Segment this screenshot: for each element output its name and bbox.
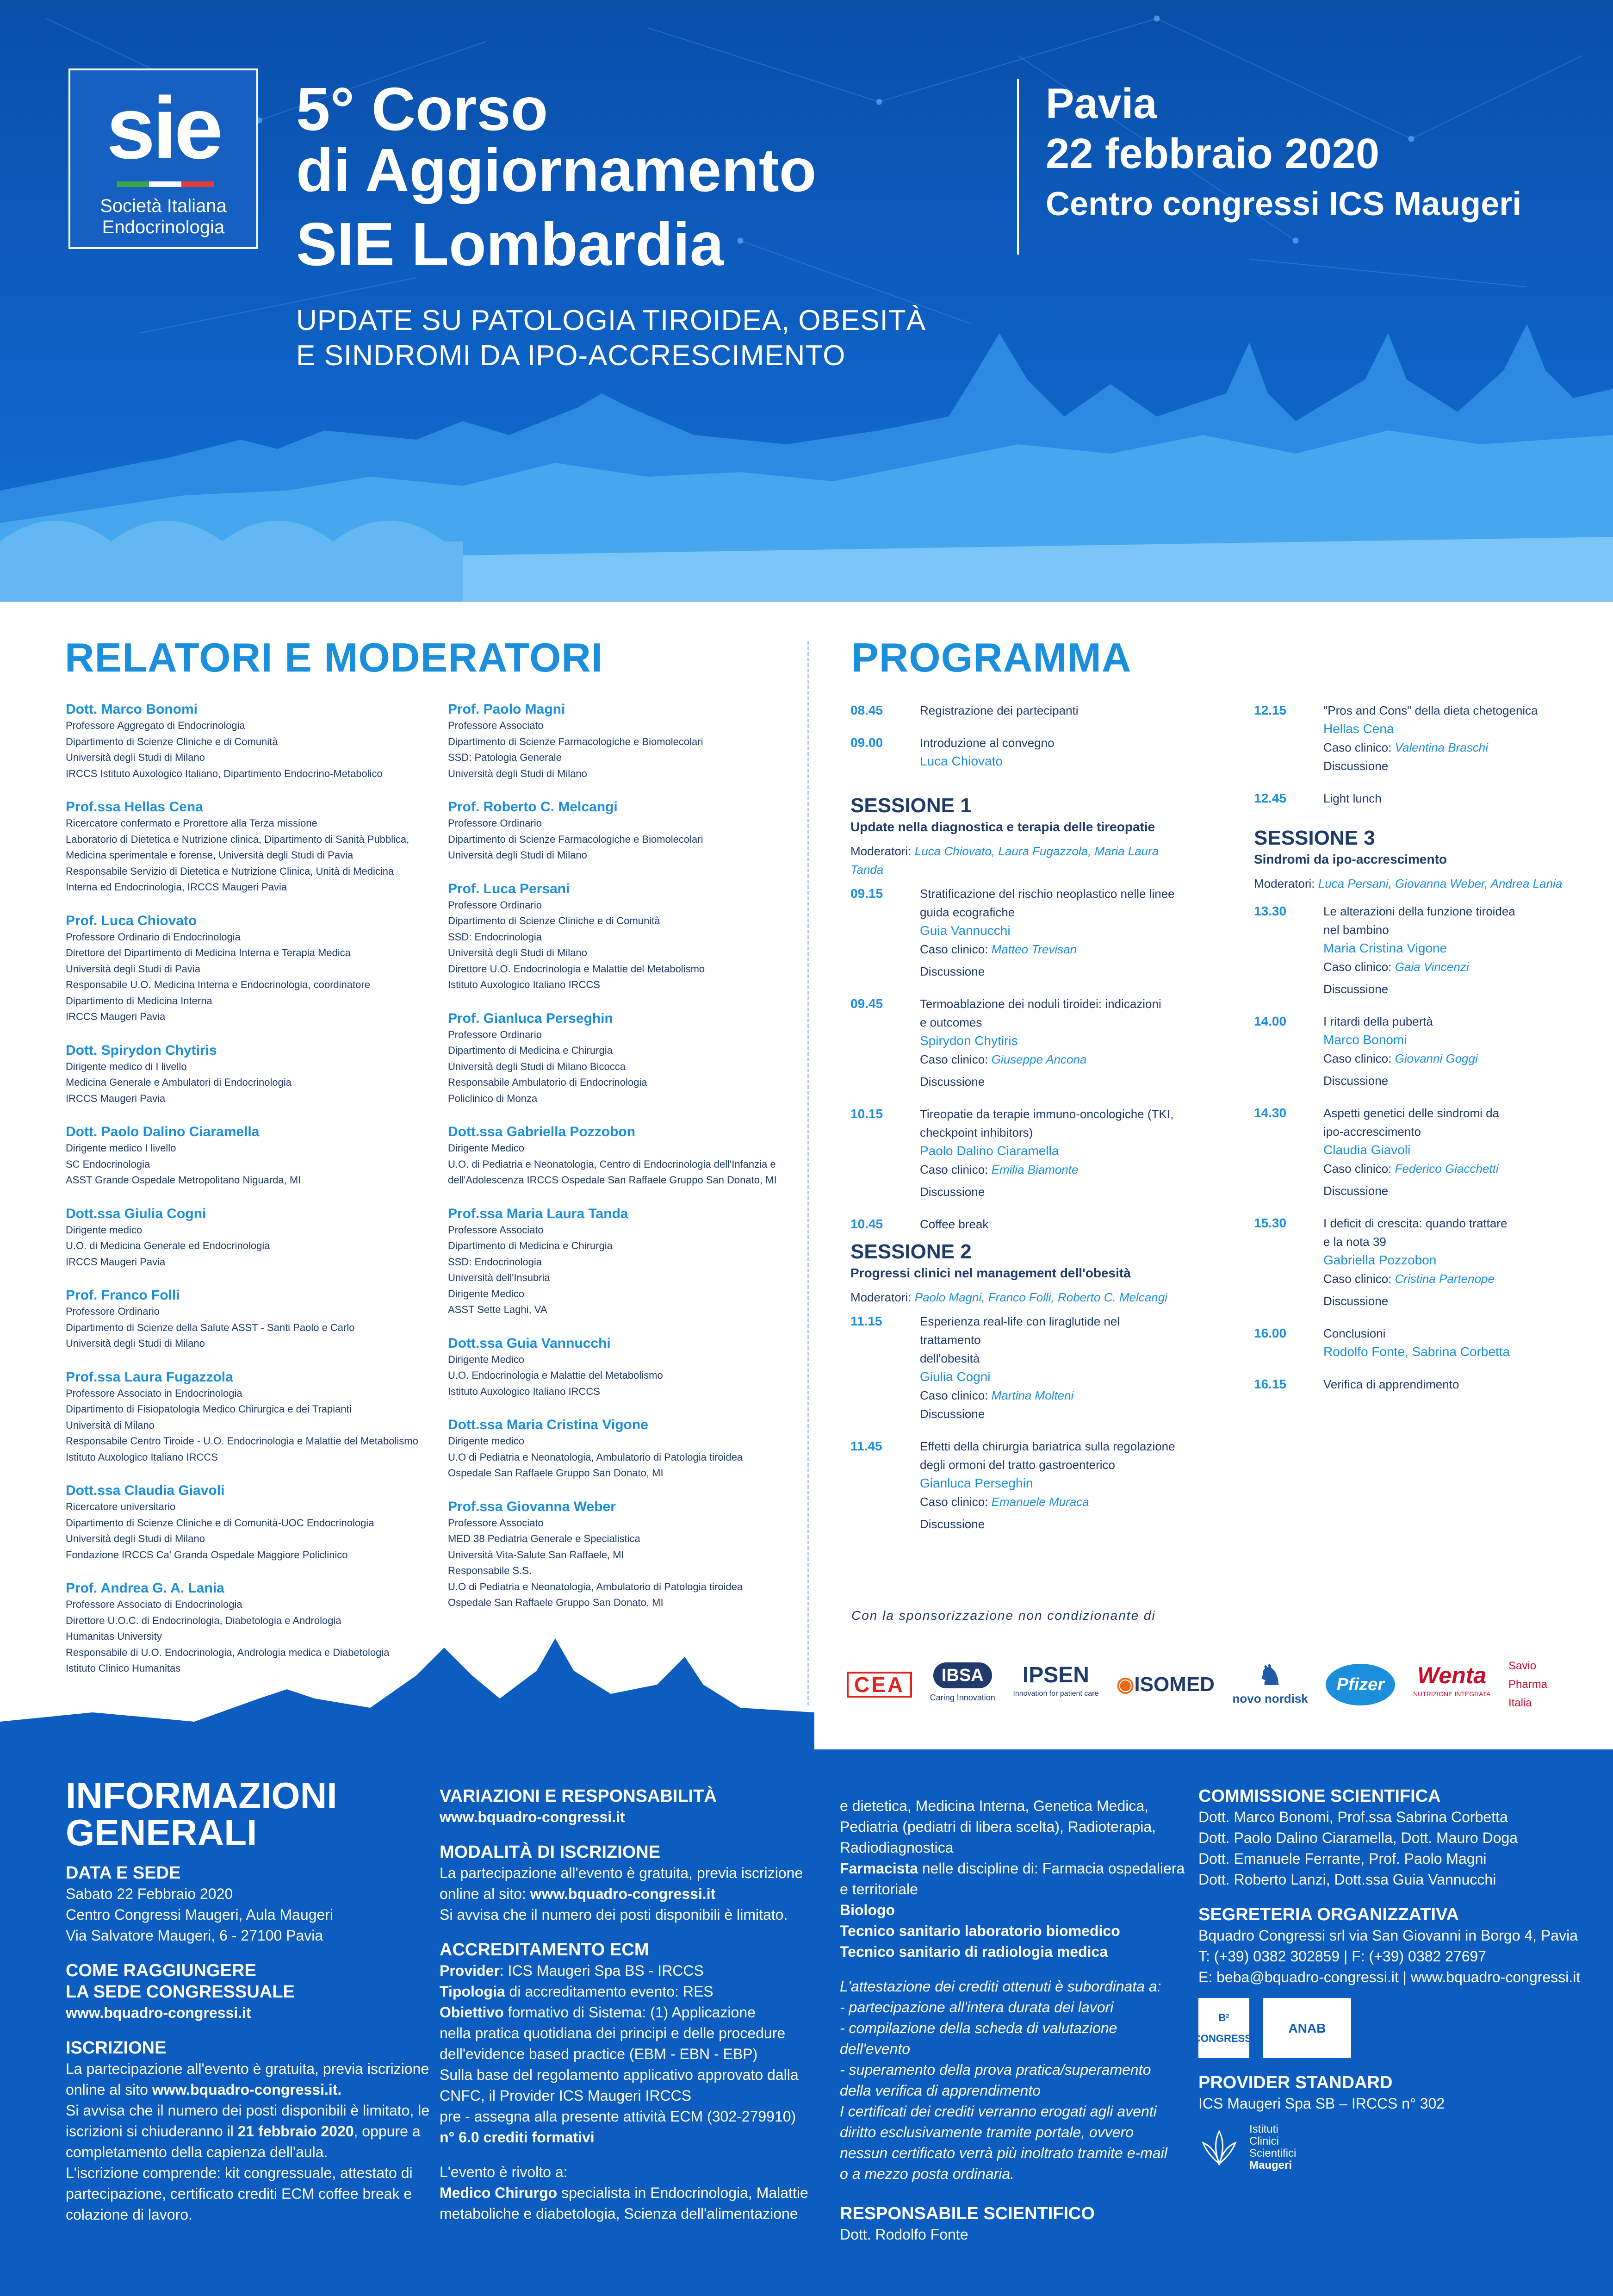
speaker-name: Dott. Marco Bonomi xyxy=(66,702,198,717)
speaker-affiliation: Dipartimento di Fisiopatologia Medico Chirurgica e dei Trapianti xyxy=(66,1403,352,1415)
speaker-affiliation: Università degli Studi di Milano xyxy=(448,849,587,861)
sponsor-ipsen-logo: IPSEN Innovation for patient care xyxy=(1013,1663,1099,1698)
program-item: 12.15 "Pros and Cons" della dieta chetogenica Hellas Cena Caso clinico: Valentina Braschi Discussione xyxy=(1254,703,1538,773)
speaker-affiliation: Dirigente Medico xyxy=(448,1142,525,1154)
speaker-name: Prof. Franco Folli xyxy=(66,1288,180,1303)
speaker-name: Prof. Roberto C. Melcangi xyxy=(448,799,618,815)
speaker-affiliation: Dipartimento di Scienze Cliniche e di Comunità-UOC Endocrinologia xyxy=(66,1517,374,1529)
certification-badges xyxy=(1193,1998,1587,2058)
speaker-name: Dott.ssa Maria Cristina Vigone xyxy=(448,1417,648,1432)
speaker-affiliation: Dirigente medico I livello xyxy=(66,1142,176,1154)
sponsor-caption: Con la sponsorizzazione non condizionante di xyxy=(851,1608,1156,1623)
speaker-entry xyxy=(66,1369,436,1466)
program-column-1 xyxy=(850,701,1184,1533)
speaker-affiliation: ASST Sette Laghi, VA xyxy=(448,1304,547,1315)
speaker-affiliation: Dirigente medico xyxy=(66,1224,143,1236)
speaker-entry xyxy=(448,1124,818,1188)
speaker-affiliation: Dipartimento di Scienze Farmacologiche e Biomolecolari xyxy=(448,833,703,845)
speaker-affiliation: IRCCS Maugeri Pavia xyxy=(66,1011,166,1022)
speaker-affiliation: Dipartimento di Scienze Cliniche e di Comunità xyxy=(448,915,660,927)
bquadro-logo: B² CONGRESSI xyxy=(1198,1998,1249,2058)
speaker-name: Dott.ssa Giulia Cogni xyxy=(66,1206,206,1221)
program-item: 09.45 Termoablazione dei noduli tiroidei: indicazioni e outcomes Spirydon Chytiris Caso clinico: Giuseppe Ancona Discussione xyxy=(850,996,1161,1089)
speaker-affiliation: IRCCS Maugeri Pavia xyxy=(66,1092,166,1104)
speaker-affiliation: Fondazione IRCCS Ca' Granda Ospedale Maggiore Policlinico xyxy=(66,1549,348,1561)
small-skyline-illustration xyxy=(0,1629,814,1749)
speaker-affiliation: Responsabile di U.O. Endocrinologia, Andrologia medica e Diabetologia xyxy=(66,1646,390,1658)
relatori-title: RELATORI E MODERATORI xyxy=(65,635,603,680)
logo-mark: sie xyxy=(106,79,221,177)
anab-certification-logo: ANAB xyxy=(1263,1998,1351,2058)
speaker-affiliation: Università degli Studi di Milano xyxy=(448,947,587,958)
speaker-affiliation: Humanitas University xyxy=(66,1630,162,1642)
programma-title: PROGRAMMA xyxy=(851,635,1132,680)
speaker-affiliation: Medicina Generale e Ambulatori di Endocrinologia xyxy=(66,1076,292,1088)
speaker-affiliation: Direttore del Dipartimento di Medicina Interna e Terapia Medica xyxy=(66,947,351,958)
info-title: INFORMAZIONI GENERALI xyxy=(66,1775,337,1853)
speaker-affiliation: Università degli Studi di Milano xyxy=(66,1338,205,1349)
speaker-affiliation: Professore Ordinario xyxy=(448,899,542,911)
speaker-affiliation: SSD: Endocrinologia xyxy=(448,1256,542,1268)
speaker-entry xyxy=(66,1482,436,1563)
sponsor-pfizer-logo: Pfizer xyxy=(1326,1664,1395,1705)
speaker-name: Prof.ssa Laura Fugazzola xyxy=(66,1369,233,1385)
footer-column-3: e dietetica, Medicina Interna, Genetica Medica, Pediatria (pediatri di libera scelta), Radioterapia, Radiodiagnostica Farmacista nelle discipline di: Farmacia ospedaliera e territoriale Biologo Tecnico sanitario laboratorio biomedico Tecnico sanitario di radiologia medica L'attestazione dei crediti ottenuti è subordinata a: - partecipazione all'intera durata dei lavori - compilazione della scheda di valutazione dell'evento - superamento della prova pratica/superamento della verifica di apprendimento I certificati dei crediti verranno erogati agli aventi diritto esclusivamente tramite portale, ovvero nessun certificato verrà più inoltrato tramite e-mail o a mezzo posta ordinaria. RESPONSABILE SCIENTIFICO Dott. Rodolfo Fonte xyxy=(840,1796,1191,2245)
speaker-affiliation: Professore Associato xyxy=(448,720,544,731)
sponsor-wenta-logo: Wenta NUTRIZIONE INTEGRATA xyxy=(1413,1662,1491,1698)
program-item: 10.15 Tireopatie da terapie immuno-oncologiche (TKI, checkpoint inhibitors) Paolo Dalino Ciaramella Caso clinico: Emilia Biamonte Discussione xyxy=(850,1107,1174,1199)
session-2: SESSIONE 2 Progressi clinici nel management dell'obesità Moderatori: Paolo Magni, Franco Folli, Roberto C. Melcangi xyxy=(850,1240,1167,1304)
iscrizione-text: La partecipazione all'evento è gratuita, previa iscrizione online al sito www.bquadro-congressi.it. Si avvisa che il numero dei posti disponibili è limitato, le iscrizioni si chiuderanno il 21 febbraio 2020, oppure a completamento della capienza dell'aula. L'iscrizione comprende: kit congressuale, attestato di partecipazione, certificato crediti ECM coffee break e colazione di lavoro. xyxy=(66,2060,430,2223)
italian-flag-icon xyxy=(117,181,214,187)
speaker-affiliation: Dirigente Medico xyxy=(448,1353,525,1365)
speaker-affiliation: Professore Associato xyxy=(448,1224,544,1236)
speaker-affiliation: Ricercatore confermato e Prorettore alla Terza missione xyxy=(66,817,317,829)
program-item: 14.30 Aspetti genetici delle sindromi da ipo-accrescimento Claudia Giavoli Caso clinico: Federico Giacchetti Discussione xyxy=(1254,1106,1500,1198)
website-link[interactable]: www.bquadro-congressi.it xyxy=(66,2004,251,2021)
program-item: 10.45 Coffee break xyxy=(850,1217,989,1231)
program-item: 09.00 Introduzione al convegno Luca Chiovato xyxy=(850,735,1055,768)
speaker-affiliation: Dirigente medico xyxy=(448,1435,525,1447)
ics-maugeri-logo: Istituti Clinici Scientifici Maugeri xyxy=(1198,2123,1587,2172)
speaker-affiliation: Dipartimento di Medicina e Chirurgia xyxy=(448,1045,613,1056)
speaker-affiliation: IRCCS Maugeri Pavia xyxy=(66,1256,166,1268)
speaker-affiliation: Istituto Clinico Humanitas xyxy=(66,1662,181,1674)
course-subtitle: UPDATE SU PATOLOGIA TIROIDEA, OBESITÀ E SINDROMI DA IPO-ACCRESCIMENTO xyxy=(296,305,926,372)
footer-column-1: INFORMAZIONI GENERALI DATA E SEDE Sabato 22 Febbraio 2020 Centro Congressi Maugeri, Aula Maugeri Via Salvatore Maugeri, 6 - 27100 Pavia COME RAGGIUNGERE LA SEDE CONGRESSUALE www.bquadro-congressi.it ISCRIZIONE La partecipazione all'evento è gratuita, previa iscrizione online al sito www.bquadro-congressi.it. Si avvisa che il numero dei posti disponibili è limitato, le iscrizioni si chiuderanno il 21 febbraio 2020, oppure a completamento della capienza dell'aula. L'iscrizione comprende: kit congressuale, attestato di partecipazione, certificato crediti ECM coffee break e colazione di lavoro. xyxy=(66,1777,445,2225)
speaker-affiliation: Responsabile S.S. xyxy=(448,1565,532,1576)
speaker-affiliation: dell'Adolescenza IRCCS Ospedale San Raffaele Gruppo San Donato, MI xyxy=(448,1174,777,1186)
speaker-name: Dott. Paolo Dalino Ciaramella xyxy=(66,1124,260,1139)
program-column-2 xyxy=(1254,701,1578,1394)
logo-text: Società Italiana Endocrinologia xyxy=(100,196,227,237)
speaker-entry xyxy=(66,1124,436,1188)
speaker-affiliation: Ricercatore universitario xyxy=(66,1501,176,1512)
speaker-entry xyxy=(66,1287,436,1352)
program-item: 08.45 Registrazione dei partecipanti xyxy=(850,703,1079,717)
speaker-affiliation: Policlinico di Monza xyxy=(448,1092,538,1104)
speaker-affiliation: Interna ed Endocrinologia, IRCCS Maugeri Pavia xyxy=(66,881,287,893)
speaker-affiliation: Responsabile Ambulatorio di Endocrinologia xyxy=(448,1076,647,1088)
footer-column-4: COMMISSIONE SCIENTIFICA Dott. Marco Bonomi, Prof.ssa Sabrina Corbetta Dott. Paolo Dalino Ciaramella, Dott. Mauro Doga Dott. Emanuele Ferrante, Prof. Paolo Magni Dott. Roberto Lanzi, Dott.ssa Guia Vannucchi SEGRETERIA ORGANIZZATIVA Bquadro Congressi srl via San Giovanni in Borgo 4, Pavia T: (+39) 0382 302859 | F: (+39) 0382 27697 E: beba@bquadro-congressi.it | www.bquadro-congressi.it B² CONGRESSI ANAB PROVIDER STANDARD ICS Maugeri Spa SB – IRCCS n° 302 Istituti Clinici Scientifici Maugeri xyxy=(1198,1777,1587,2172)
speaker-affiliation: Dipartimento di Medicina e Chirurgia xyxy=(448,1240,613,1251)
speaker-entry xyxy=(448,1335,818,1400)
speaker-name: Prof. Luca Chiovato xyxy=(66,913,197,928)
header-divider xyxy=(1017,79,1019,255)
speaker-entry xyxy=(66,1206,436,1270)
event-date-place: Pavia 22 febbraio 2020 xyxy=(1046,80,1380,177)
speaker-entry xyxy=(66,701,436,782)
speaker-affiliation: Professore Ordinario xyxy=(448,817,542,829)
speaker-affiliation: U.O. di Pediatria e Neonatologia, Centro di Endocrinologia dell'Infanzia e xyxy=(448,1158,776,1170)
speaker-entry xyxy=(448,1010,818,1107)
program-item: 15.30 I deficit di crescita: quando trattare e la nota 39 Gabriella Pozzobon Caso clinico: Cristina Partenope Discussione xyxy=(1254,1216,1508,1308)
speaker-entry xyxy=(448,881,818,993)
speaker-affiliation: SC Endocrinologia xyxy=(66,1158,150,1170)
sponsor-ibsa-logo: IBSA Caring Innovation xyxy=(930,1662,995,1707)
speaker-affiliation: Università di Milano xyxy=(66,1419,155,1431)
speaker-affiliation: Ospedale San Raffaele Gruppo San Donato, MI xyxy=(448,1597,664,1608)
speakers-column-b xyxy=(448,701,818,1628)
speaker-affiliation: MED 38 Pediatria Generale e Specialistica xyxy=(448,1533,640,1544)
speaker-affiliation: Dipartimento di Scienze della Salute ASST - Santi Paolo e Carlo xyxy=(66,1321,355,1333)
speaker-affiliation: U.O. di Medicina Generale ed Endocrinologia xyxy=(66,1240,270,1251)
speakers-column-a xyxy=(66,701,436,1694)
session-1: SESSIONE 1 Update nella diagnostica e terapia delle tireopatie Moderatori: Luca Chiovato, Laura Fugazzola, Maria Laura Tanda xyxy=(850,794,1159,877)
speaker-entry xyxy=(448,701,818,782)
speaker-name: Prof. Paolo Magni xyxy=(448,702,565,717)
speaker-entry xyxy=(448,1499,818,1611)
program-item: 14.00 I ritardi della pubertà Marco Bonomi Caso clinico: Giovanni Goggi Discussione xyxy=(1254,1014,1478,1088)
footer-column-2: VARIAZIONI E RESPONSABILITÀ www.bquadro-congressi.it MODALITÀ DI ISCRIZIONE La partecipazione all'evento è gratuita, previa iscrizione online al sito: www.bquadro-congressi.it Si avvisa che il numero dei posti disponibili è limitato. ACCREDITAMENTO ECM Provider: ICS Maugeri Spa BS - IRCCS Tipologia di accreditamento evento: RES Obiettivo formativo di Sistema: (1) Applicazione nella pratica quotidiana dei principi e delle procedure dell'evidence based practice (EBM - EBN - EBP) Sulla base del regolamento applicativo approvato dalla CNFC, il Provider ICS Maugeri IRCCS pre - assegna alla presente attività ECM (302-279910) n° 6.0 crediti formativi L'evento è rivolto a: Medico Chirurgo specialista in Endocrinologia, Malattie metaboliche e diabetologia, Scienza dell'alimentazione xyxy=(440,1777,819,2224)
program-item: 11.45 Effetti della chirurgia bariatrica sulla regolazione degli ormoni del tratto gastroenterico Gianluca Perseghin Caso clinico: Emanuele Muraca Discussione xyxy=(850,1439,1175,1531)
speaker-affiliation: SSD: Patologia Generale xyxy=(448,752,562,763)
speaker-affiliation: Istituto Auxologico Italiano IRCCS xyxy=(448,1385,600,1397)
speaker-name: Prof.ssa Maria Laura Tanda xyxy=(448,1206,628,1221)
speaker-affiliation: Istituto Auxologico Italiano IRCCS xyxy=(448,979,600,990)
speaker-affiliation: Direttore U.O. Endocrinologia e Malattie del Metabolismo xyxy=(448,963,705,975)
speaker-affiliation: Università degli Studi di Milano xyxy=(66,1533,205,1544)
speaker-affiliation: U.O di Pediatria e Neonatologia, Ambulatorio di Patologia tiroidea xyxy=(448,1451,743,1463)
speaker-affiliation: Università degli Studi di Milano xyxy=(66,752,205,763)
speaker-name: Dott. Spirydon Chytiris xyxy=(66,1042,217,1058)
program-item: 12.45 Light lunch xyxy=(1254,791,1382,805)
speaker-affiliation: Dirigente Medico xyxy=(448,1288,525,1300)
speaker-affiliation: Università Vita-Salute San Raffaele, MI xyxy=(448,1549,624,1561)
speaker-name: Prof. Andrea G. A. Lania xyxy=(66,1580,224,1596)
speaker-affiliation: Dipartimento di Scienze Farmacologiche e Biomolecolari xyxy=(448,735,703,747)
speaker-affiliation: U.O di Pediatria e Neonatologia, Ambulatorio di Patologia tiroidea xyxy=(448,1580,743,1593)
speaker-affiliation: Direttore U.O.C. di Endocrinologia, Diabetologia e Andrologia xyxy=(66,1614,341,1626)
header-banner xyxy=(0,0,1613,602)
speaker-name: Prof. Gianluca Perseghin xyxy=(448,1010,613,1026)
speaker-name: Prof.ssa Hellas Cena xyxy=(66,799,203,815)
program-item: 16.00 Conclusioni Rodolfo Fonte, Sabrina Corbetta xyxy=(1254,1326,1510,1359)
event-venue: Centro congressi ICS Maugeri xyxy=(1046,186,1522,223)
pavia-skyline-illustration xyxy=(0,324,1613,602)
speaker-affiliation: Professore Ordinario di Endocrinologia xyxy=(66,931,241,943)
speaker-entry xyxy=(448,1206,818,1318)
speaker-entry xyxy=(448,799,818,864)
sponsor-savio-logo: Savio Pharma Italia xyxy=(1508,1660,1548,1709)
speaker-affiliation: Università degli Studi di Milano xyxy=(448,767,587,779)
speaker-name: Prof.ssa Giovanna Weber xyxy=(448,1499,616,1514)
speaker-affiliation: Università dell'Insubria xyxy=(448,1272,550,1283)
course-title: 5° Corso di Aggiornamento SIE Lombardia xyxy=(296,75,817,278)
sponsor-novo-nordisk-logo: ♞ novo nordisk xyxy=(1232,1660,1308,1705)
website-link[interactable]: www.bquadro-congressi.it xyxy=(440,1809,625,1825)
program-item: 16.15 Verifica di apprendimento xyxy=(1254,1377,1459,1391)
speaker-affiliation: Responsabile Servizio di Dietetica e Nutrizione Clinica, Unità di Medicina xyxy=(66,865,394,877)
speaker-entry xyxy=(448,1417,818,1481)
speaker-entry xyxy=(66,799,436,896)
speaker-affiliation: Responsabile Centro Tiroide - U.O. Endocrinologia e Malattie del Metabolismo xyxy=(66,1435,418,1447)
speaker-affiliation: SSD: Endocrinologia xyxy=(448,931,542,943)
session-3: SESSIONE 3 Sindromi da ipo-accrescimento Moderatori: Luca Persani, Giovanna Weber, Andrea Lania xyxy=(1254,827,1563,890)
speaker-affiliation: Istituto Auxologico Italiano IRCCS xyxy=(66,1451,218,1463)
speaker-affiliation: Dirigente medico di I livello xyxy=(66,1060,187,1072)
program-item: 09.15 Stratificazione del rischio neoplastico nelle linee guida ecografiche Guia Vannucchi Caso clinico: Matteo Trevisan Discussione xyxy=(850,886,1175,978)
speaker-affiliation: Professore Ordinario xyxy=(66,1306,160,1317)
speaker-affiliation: Professore Associato in Endocrinologia xyxy=(66,1387,242,1399)
sponsor-isomed-logo: ◉ISOMED xyxy=(1116,1673,1215,1696)
speaker-affiliation: Medicina sperimentale e forense, Università degli Studi di Pavia xyxy=(66,849,354,861)
speaker-name: Prof. Luca Persani xyxy=(448,881,570,896)
program-item: 13.30 Le alterazioni della funzione tiroidea nel bambino Maria Cristina Vigone Caso clinico: Gaia Vincenzi Discussione xyxy=(1254,904,1515,996)
program-item: 11.15 Esperienza real-life con liraglutide nel trattamento dell'obesità Giulia Cogni Caso clinico: Martina Molteni Discussione xyxy=(850,1314,1120,1421)
speaker-affiliation: ASST Grande Ospedale Metropolitano Niguarda, MI xyxy=(66,1174,301,1186)
lotus-icon xyxy=(1198,2127,1240,2168)
speaker-affiliation: Professore Associato xyxy=(448,1517,544,1529)
speaker-affiliation: Professore Ordinario xyxy=(448,1028,542,1040)
speaker-affiliation: U.O. Endocrinologia e Malattie del Metabolismo xyxy=(448,1369,663,1381)
speaker-affiliation: IRCCS Istituto Auxologico Italiano, Dipartimento Endocrino-Metabolico xyxy=(66,767,383,779)
speaker-affiliation: Dipartimento di Scienze Cliniche e di Comunità xyxy=(66,735,278,747)
speaker-affiliation: Professore Associato di Endocrinologia xyxy=(66,1599,242,1610)
speaker-affiliation: Università degli Studi di Pavia xyxy=(66,963,201,975)
speaker-affiliation: Università degli Studi di Milano Bicocca xyxy=(448,1060,626,1072)
speaker-entry xyxy=(66,1042,436,1107)
speaker-affiliation: Dipartimento di Medicina Interna xyxy=(66,995,212,1007)
speaker-affiliation: Ospedale San Raffaele Gruppo San Donato, MI xyxy=(448,1467,664,1479)
sponsor-cea-logo: CEA xyxy=(847,1672,912,1698)
speaker-affiliation: Laboratorio di Dietetica e Nutrizione clinica, Dipartimento di Sanità Pubblica, xyxy=(66,833,409,845)
speaker-name: Dott.ssa Claudia Giavoli xyxy=(66,1483,225,1498)
sie-logo xyxy=(68,68,258,249)
speaker-name: Dott.ssa Gabriella Pozzobon xyxy=(448,1124,636,1139)
speaker-affiliation: Professore Aggregato di Endocrinologia xyxy=(66,720,245,731)
attestation-notes: L'attestazione dei crediti ottenuti è subordinata a: - partecipazione all'intera durata dei lavori - compilazione della scheda di valutazione dell'evento - superamento della prova pratica/superamento della verifica di apprendimento I certificati dei crediti verranno erogati agli aventi diritto esclusivamente tramite portale, ovvero nessun certificato verrà più inoltrato tramite e-mail o a mezzo posta ordinaria. xyxy=(840,1978,1167,2182)
speaker-entry xyxy=(66,913,436,1025)
speaker-name: Dott.ssa Guia Vannucchi xyxy=(448,1335,611,1351)
speaker-affiliation: Responsabile U.O. Medicina Interna e Endocrinologia, coordinatore xyxy=(66,979,370,990)
sponsor-logos xyxy=(847,1657,1569,1712)
